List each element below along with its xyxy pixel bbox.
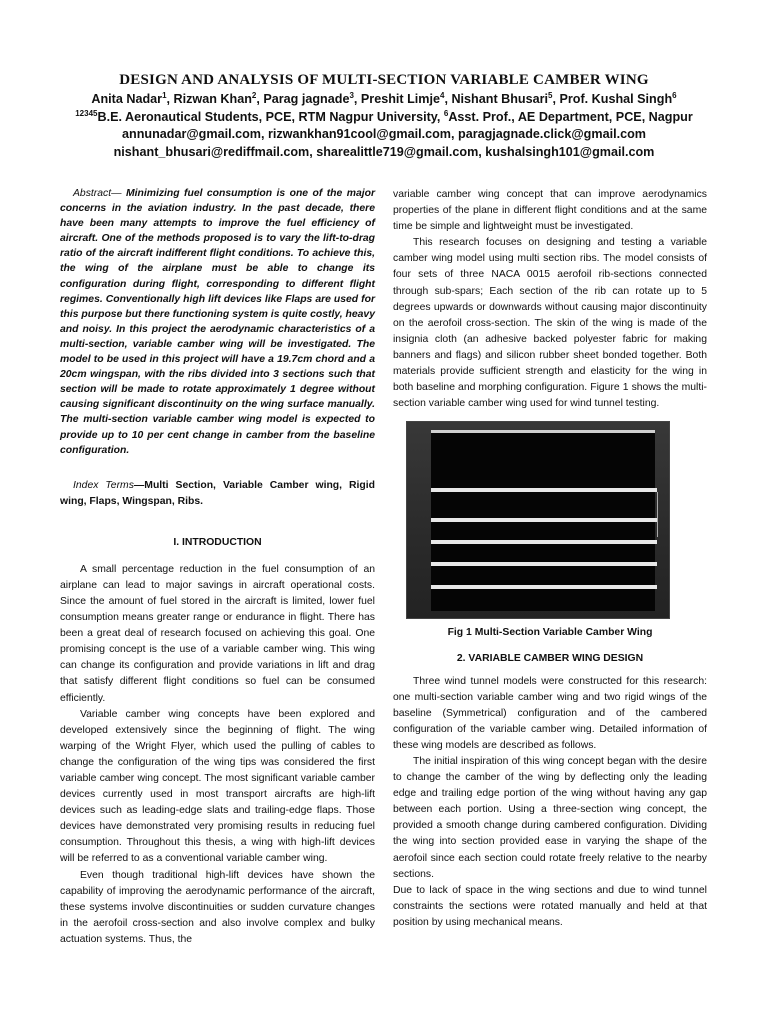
author-name: Preshit Limje — [360, 92, 440, 107]
wing-section-strip — [431, 540, 657, 544]
right-column — [393, 187, 707, 931]
affil-text: Asst. Prof., AE Department, PCE, Nagpur — [448, 110, 693, 125]
index-terms-label: Index Terms — [73, 479, 134, 491]
author-sup: 6 — [672, 91, 677, 100]
wing-photo-figure — [406, 421, 670, 619]
author-line: Anita Nadar$^1$, Rizwan Khan$^2$, Parag jagnade$^3$, Preshit Limje$^4$, Nishant Bhusari$^5$, Prof. Kushal Singh$^6$ — [91, 91, 677, 107]
author-sup: 1 — [162, 91, 167, 100]
affil-sup: 12345 — [75, 109, 98, 118]
section2-heading: 2. VARIABLE CAMBER WING DESIGN — [456, 653, 644, 665]
wing-section-strip — [431, 518, 657, 522]
left-column — [60, 186, 375, 948]
author-name: Parag jagnade — [263, 92, 350, 107]
author-name: Rizwan Khan — [173, 92, 252, 107]
author-sup: 3 — [349, 91, 354, 100]
abstract-label: Abstract— — [73, 188, 122, 199]
support-rod — [657, 492, 658, 537]
author-name: Prof. Kushal Singh — [559, 92, 673, 107]
author-sup: 2 — [251, 91, 257, 100]
introduction-heading: I. INTRODUCTION — [173, 536, 262, 548]
continued-paragraph: variable camber wing concept that can improve aerodynamics properties of the plane in different flight conditions and at the same time be simple and lightweight must be investigated. — [393, 189, 707, 233]
affil-sup: 6 — [443, 109, 449, 118]
design-paragraph: Three wind tunnel models were constructed for this research: one multi-section variable camber wing and two rigid wings of the baseline (Symmetrical) configuration and of the cambered configuration of the variable camber wing. Detailed information of these wing models are described as follows. — [393, 675, 707, 751]
index-terms-text: —Multi Section, Variable Camber wing, Rigid wing, Flaps, Wingspan, Ribs. — [60, 479, 375, 507]
intro-paragraph: Even though traditional high-lift devices have shown the capability of improving the aerodynamic performance of the aircraft, these systems involve discontinuities or sudden curvature changes in the aerofoil cross-section and also involve complex and bulky actuation systems. Thus, the — [60, 869, 375, 945]
emails-line-1: annunadar@gmail.com, rizwankhan91cool@gmail.com, paragjagnade.click@gmail.com — [122, 127, 646, 141]
design-paragraph: Due to lack of space in the wing sections and due to wind tunnel constraints the sections were rotated manually and held at that position by using mechanical means. — [393, 884, 707, 928]
affiliation-line — [0, 109, 768, 124]
abstract — [60, 186, 375, 458]
affil-text: B.E. Aeronautical Students, PCE, RTM Nagpur University, — [97, 110, 441, 125]
research-paragraph: This research focuses on designing and testing a variable camber wing model using multi section ribs. The model consists of four sets of three NACA 0015 aerofoil rib-sections connected through sub-spars; Each section of the rib can rotate up to 5 degrees upwards or downwards without causing major discontinuity on the aerofoil cross-section. The skin of the wing is made of the insignia cloth (an adhesive backed polyester fabric for making banners and flags) and silicon rubber sheet bonded together. Both materials provide sufficient strength and elasticity for the wing in both baseline and morphing configuration. Figure 1 shows the multi-section variable camber wing used for wind tunnel testing. — [393, 237, 707, 410]
author-sup: 4 — [440, 91, 445, 100]
abstract-text: Minimizing fuel consumption is one of the major concerns in the aviation industry. In the past decade, there have been many attempts to improve the fuel efficiency of aircraft. One of the methods proposed is to vary the lift-to-drag ratio of the aircraft indifferent flight conditions. To achieve this, the wing of the airplane must be able to change its configuration during flight, corresponding to different flight regimes. Conventionally high lift devices like Flaps are used for this purpose but there functioning system is quite costly, heavy and noisy. In this project the aerodynamic characteristics of a multi-section, variable camber wing will be investigated. The model to be used in this project will have a 19.7cm chord and a 20cm wingspan, with the ribs divided into 3 sections such that section will be made to rotate approximately 1 degree without causing significant discontinuity on the wing surface manually. The multi-section variable camber wing model is expected to provide up to 10 per cent change in camber from the baseline configuration. — [60, 188, 375, 456]
intro-paragraph: Variable camber wing concepts have been explored and developed extensively since the beginning of flight. The wing warping of the Wright Flyer, which used the pulling of cables to change the configuration of the wing tips was considered the first variable camber wing concept. The most significant variable camber devices currently used in most transport aircrafts are high-lift devices such as leading-edge slats and trailing-edge flaps. Those devices have demonstrated very promising results in reducing fuel consumption. Throughout this thesis, a wing with high-lift devices will be referred to as a conventional variable camber wing. — [60, 708, 375, 865]
paper-title: DESIGN AND ANALYSIS OF MULTI-SECTION VARIABLE CAMBER WING — [119, 72, 649, 88]
wing-section-strip — [431, 562, 657, 566]
design-paragraph: The initial inspiration of this wing concept began with the desire to change the camber of the wing by deflecting only the leading edge and trailing edge portion of the wing without having any gap between each portion. Using a three-section wing concept, the provided a smooth change during cambered configuration. Dividing the wing into section provided ease in varying the shape of the aerofoil since each section could rotate freely relative to the nearby sections. — [393, 755, 707, 880]
wing-section-strip — [431, 488, 657, 492]
figure-caption: Fig 1 Multi-Section Variable Camber Wing — [447, 627, 653, 639]
emails-line-2: nishant_bhusari@rediffmail.com, sharealittle719@gmail.com, kushalsingh101@gmail.com — [113, 145, 655, 159]
intro-paragraph: A small percentage reduction in the fuel consumption of an airplane can lead to major savings in aircraft operational costs. Since the amount of fuel stored in the aircraft is limited, lower fuel consumption means greater range or endurance in flight. There has been a great deal of research focused on achieving this goal. One promising concept is the use of a variable camber wing. This wing can change its configuration and provide variations in lift and drag that satisfy different flight conditions so fuel can be consumed efficiently. — [60, 563, 375, 704]
author-name: Anita Nadar — [91, 92, 163, 107]
index-terms — [60, 478, 375, 510]
author-sup: 5 — [548, 91, 553, 100]
wing-section-strip — [431, 585, 657, 589]
author-name: Nishant Bhusari — [451, 92, 549, 107]
